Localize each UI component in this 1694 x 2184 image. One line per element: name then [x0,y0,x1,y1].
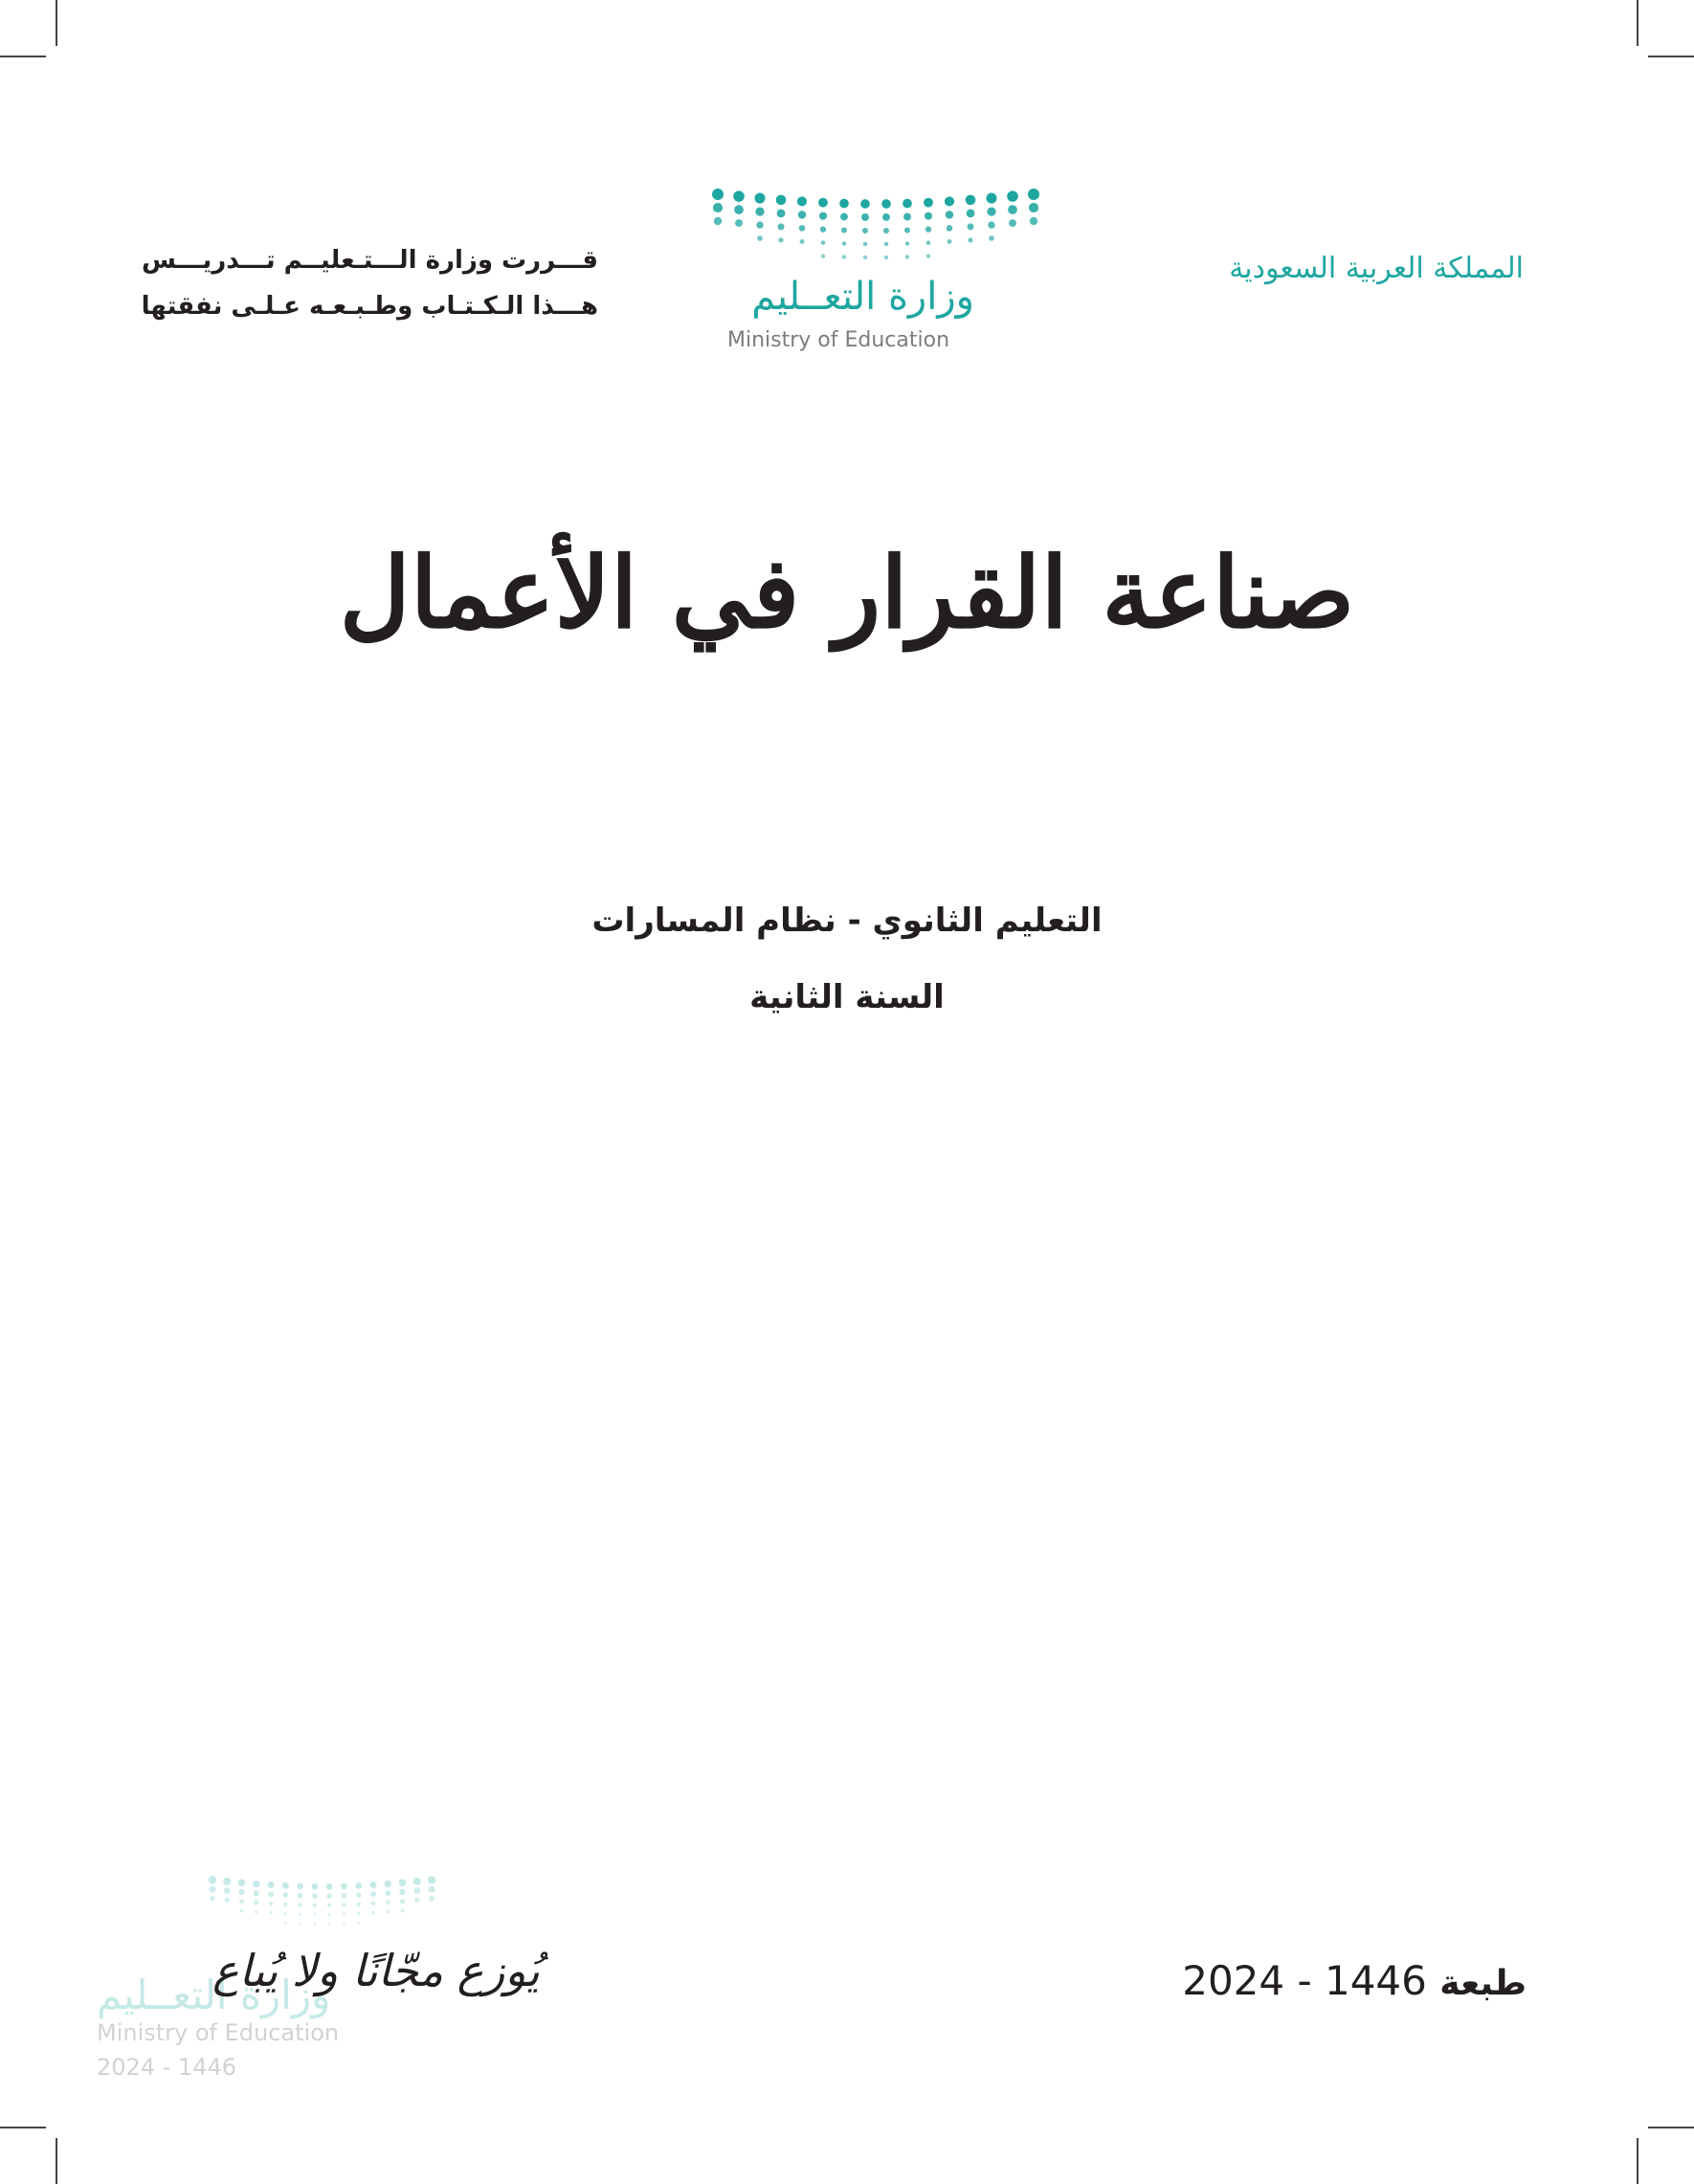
crop-mark [56,2138,57,2184]
logo-dot [968,237,972,242]
logo-dot [326,1883,333,1890]
ministry-dots-icon [206,1866,445,1943]
logo-dot [799,225,806,232]
logo-dot [312,1883,319,1890]
approval-note [142,237,598,329]
crop-mark [0,56,46,57]
crop-mark [1648,56,1694,57]
logo-dot [946,211,953,218]
approval-line-2: هـــذا الـكـتـاب وطـبـعـه عـلـى نفقتها [141,292,598,321]
logo-dot [967,209,975,217]
logo-dot [1030,217,1037,225]
logo-dot [298,1903,301,1906]
logo-dot [881,199,891,209]
logo-dot [240,1908,244,1912]
logo-dot [712,189,724,200]
logo-dot [428,1876,435,1883]
logo-dot [734,205,744,214]
logo-dot [385,1890,390,1896]
logo-dot [268,1891,274,1897]
logo-dot [863,256,867,259]
logo-dot [269,1911,272,1914]
logo-dot [713,203,723,212]
watermark-arabic-name: وزارة التعــليم [97,1972,331,2018]
logo-dot [797,196,807,206]
logo-dot [735,219,743,227]
logo-dot [818,198,828,208]
logo-dot [371,1911,374,1914]
logo-dot [819,212,827,220]
logo-dot [224,1887,231,1894]
free-distribution-note: يُوزع مجّانًا ولا يُباع [212,1945,540,1996]
logo-dot [413,1878,421,1885]
logo-dot [841,227,847,233]
logo-dot [925,212,932,220]
edition-label: طبعة [1439,1964,1527,2003]
crop-mark [1648,2127,1694,2128]
logo-dot [733,190,745,202]
logo-dot [863,242,867,246]
logo-dot [282,1883,289,1889]
logo-dot [882,213,890,221]
logo-dot [357,1912,360,1915]
logo-dot [754,193,765,204]
logo-dot [356,1892,362,1898]
logo-dot [223,1878,231,1885]
watermark-year: 2024 - 1446 [97,2054,237,2081]
ministry-english-name: Ministry of Education [727,328,950,352]
logo-dot [840,213,848,221]
logo-dot [925,226,931,232]
logo-dot [371,1902,376,1906]
logo-dot [755,207,764,215]
book-title: صناعة القرار في الأعمال [339,536,1355,651]
logo-dot [254,1900,258,1905]
logo-dot [255,1910,258,1914]
logo-dot [1009,219,1016,227]
edition-info [1182,1957,1527,2004]
logo-dot [312,1893,317,1898]
logo-dot [757,235,763,241]
logo-dot [299,1922,301,1925]
logo-dot [313,1913,316,1916]
logo-dot [947,225,953,232]
logo-dot [326,1893,331,1898]
logo-dot [283,1903,287,1906]
logo-dot [238,1889,244,1895]
logo-dot [342,1893,346,1898]
logo-dot [268,1882,275,1888]
crop-mark [0,2127,46,2128]
logo-dot [299,1913,301,1916]
logo-dot [800,239,805,244]
logo-dot [820,226,826,232]
logo-dot [328,1923,331,1926]
logo-dot [414,1897,419,1902]
logo-dot [714,217,722,225]
logo-dot [966,195,976,206]
logo-dot [861,213,869,221]
logo-dot [210,1896,215,1902]
logo-dot [1008,205,1017,214]
logo-dot [1028,189,1039,200]
logo-dot [884,242,888,246]
logo-dot [986,193,996,204]
logo-dot [842,241,846,245]
ministry-dots-icon [708,187,1053,273]
logo-dot [357,1922,360,1925]
logo-dot [385,1881,391,1887]
logo-dot [224,1897,229,1902]
crop-mark [56,0,57,46]
logo-dot [778,237,783,242]
kingdom-name: المملكة العربية السعودية [1229,252,1524,285]
logo-dot [884,256,888,259]
approval-line-1: قـــررت وزارة الـــتـعليــم تـــدريـــس [142,246,598,275]
logo-dot [883,228,889,234]
logo-dot [904,227,910,233]
logo-dot [370,1891,376,1897]
year-subtitle: السنة الثانية [749,978,945,1016]
logo-dot [860,199,870,209]
logo-dot [399,1889,405,1895]
logo-dot [776,195,787,206]
logo-dot [1029,203,1038,212]
logo-dot [905,241,909,245]
logo-dot [253,1881,259,1887]
logo-dot [903,199,912,209]
logo-dot [357,1903,361,1906]
crop-mark [1637,2138,1638,2184]
logo-dot [328,1913,331,1916]
ministry-arabic-name: وزارة التعــليم [751,275,974,319]
logo-dot [254,1890,259,1896]
logo-dot [968,223,974,230]
logo-dot [429,1896,435,1902]
logo-dot [355,1883,362,1889]
logo-dot [413,1887,420,1894]
logo-dot [343,1922,345,1925]
logo-dot [327,1904,331,1907]
logo-dot [429,1885,435,1892]
logo-dot [239,1899,244,1904]
logo-dot [399,1879,407,1886]
logo-dot [945,196,954,206]
program-subtitle: التعليم الثانوي - نظام المسارات [591,902,1103,940]
logo-dot [369,1882,376,1888]
logo-dot [341,1883,347,1890]
logo-dot [209,1885,215,1892]
logo-dot [313,1904,317,1907]
logo-dot [839,199,849,209]
logo-dot [924,198,933,208]
logo-dot [987,207,995,215]
logo-dot [947,239,952,244]
logo-dot [298,1893,302,1898]
logo-dot [269,1902,274,1906]
crop-mark [1637,0,1638,46]
logo-dot [284,1922,287,1925]
logo-dot [343,1913,345,1916]
logo-dot [777,209,786,217]
logo-dot [342,1903,345,1906]
logo-dot [209,1876,216,1883]
logo-dot [386,1910,390,1914]
logo-dot [778,223,785,230]
logo-dot [821,240,826,245]
logo-dot [988,221,994,228]
logo-dot [386,1900,390,1905]
logo-dot [989,235,994,241]
logo-dot [842,255,846,258]
logo-dot [313,1923,316,1926]
logo-dot [297,1883,303,1890]
logo-dot [798,211,806,218]
logo-dot [905,255,909,258]
logo-dot [400,1899,405,1904]
logo-dot [238,1879,246,1886]
logo-dot [283,1892,289,1898]
ministry-logo [708,187,1053,359]
logo-dot [821,254,825,257]
logo-dot [926,254,930,257]
watermark-english-name: Ministry of Education [97,2019,340,2046]
logo-dot [756,221,763,228]
logo-dot [862,228,868,234]
logo-dot [1007,190,1018,202]
logo-dot [284,1912,287,1915]
logo-dot [903,213,911,221]
logo-dot [401,1908,405,1912]
logo-dot [926,240,931,245]
edition-years: 1446 - 2024 [1182,1957,1427,2004]
